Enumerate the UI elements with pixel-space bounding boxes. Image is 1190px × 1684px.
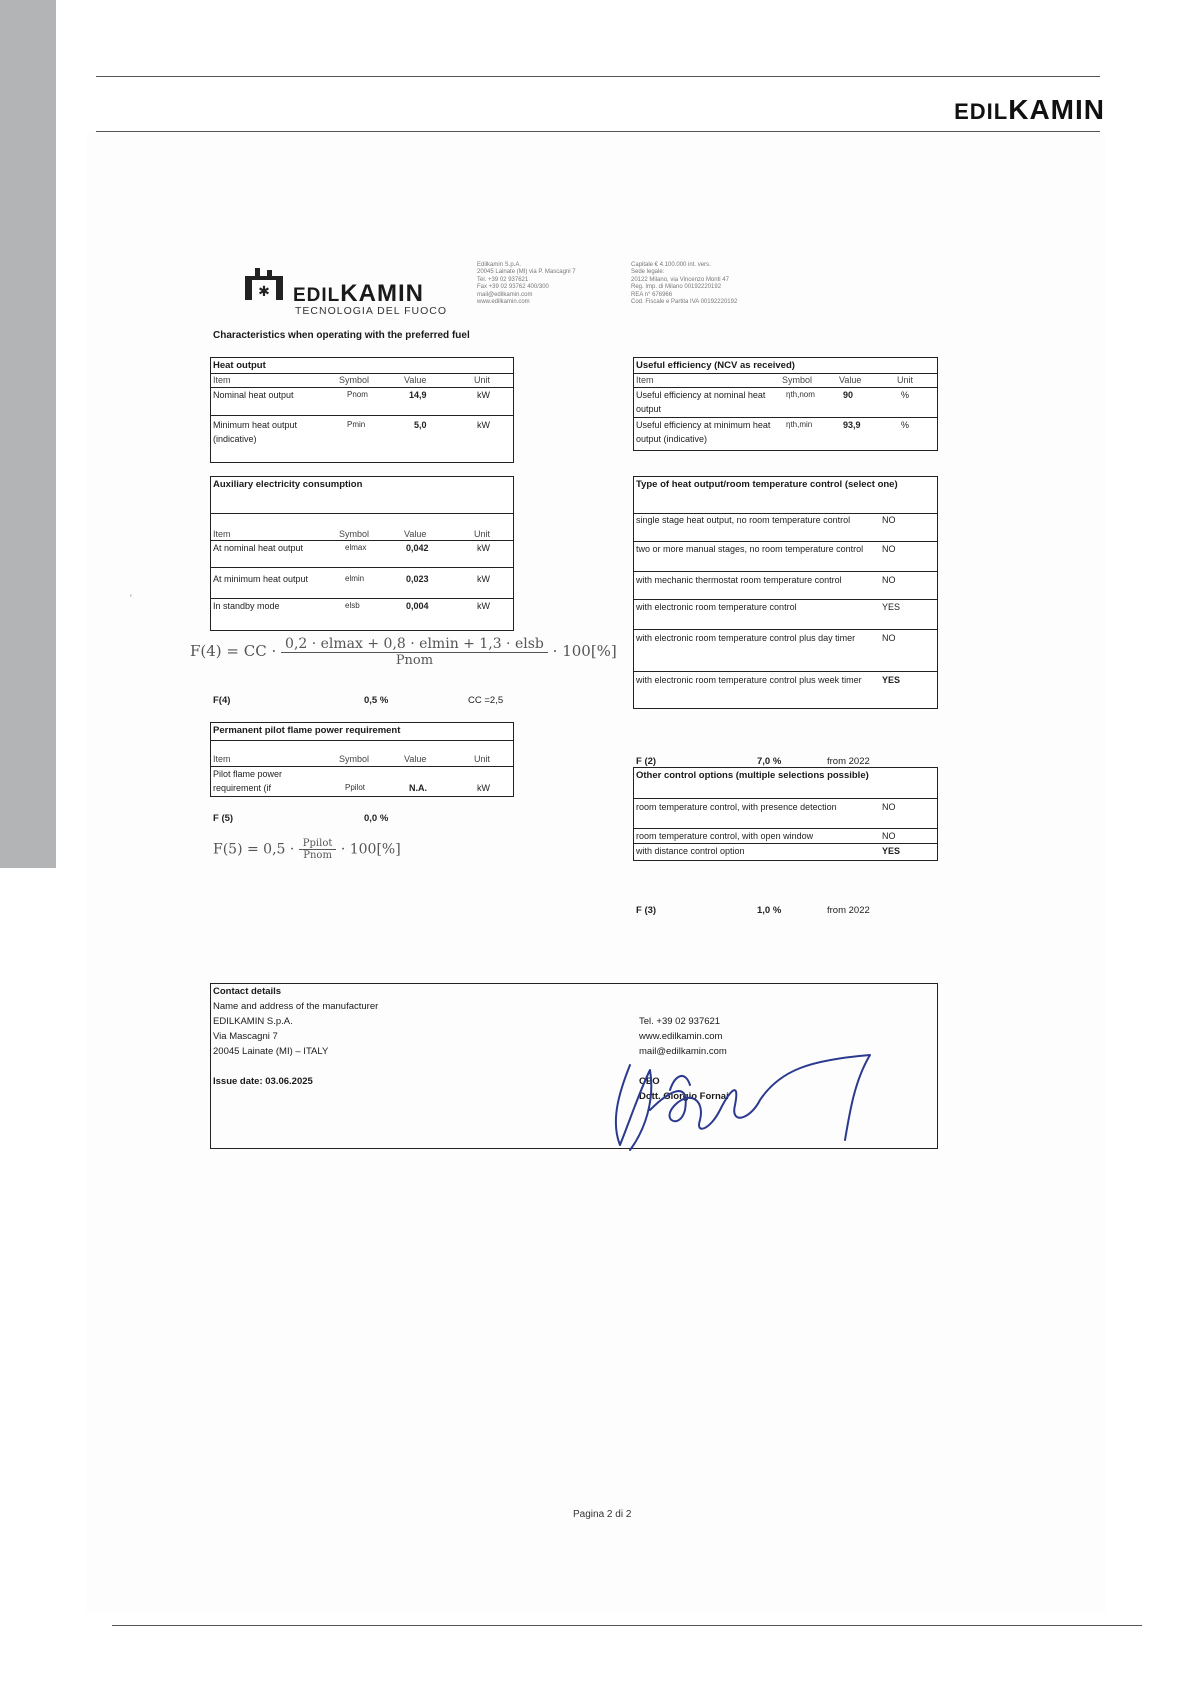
letterhead-address-left: Edilkamin S.p.A. 20045 Lainate (MI) via P. Mascagni 7 Tel. +39 02 937621 Fax +39 02 93762 400/300 mail@edilkamin.com www.edilkamin.com — [477, 262, 576, 306]
table-cell-item: Useful efficiency at nominal heat output — [636, 390, 766, 414]
col-header-unit: Unit — [474, 529, 491, 539]
table-cell-value: 0,042 — [406, 543, 429, 553]
col-header-item: Item — [636, 375, 654, 385]
table-cell-symbol: Pmin — [347, 420, 366, 429]
f4-value: 0,5 % — [364, 695, 389, 706]
contact-title: Contact details — [213, 986, 282, 997]
col-header-value: Value — [404, 529, 427, 539]
table-cell-value: NO — [882, 575, 896, 585]
contact-city: 20045 Lainate (MI) – ITALY — [213, 1046, 329, 1057]
control-type-table — [633, 476, 938, 709]
contact-mail: mail@edilkamin.com — [639, 1046, 727, 1057]
section-heading: Characteristics when operating with the preferred fuel — [213, 330, 470, 341]
f3-note: from 2022 — [827, 905, 870, 916]
table-cell-item: room temperature control, with presence detection — [636, 802, 837, 812]
table-cell-item: Useful efficiency at minimum heat output (indicative) — [636, 420, 771, 444]
table-cell-value: 90 — [843, 390, 854, 400]
table-cell-value: 5,0 — [414, 420, 427, 430]
flame-logo-icon — [245, 268, 283, 300]
col-header-unit: Unit — [474, 375, 491, 385]
table-title: Type of heat output/room temperature control (select one) — [636, 479, 898, 490]
table-cell-item: At minimum heat output — [213, 574, 309, 584]
table-cell-value: YES — [882, 602, 901, 612]
table-cell-item: Nominal heat output — [213, 390, 294, 400]
table-cell-symbol: Ppilot — [345, 783, 366, 792]
col-header-symbol: Symbol — [782, 375, 813, 385]
pilot-flame-table — [210, 722, 514, 797]
signature-image — [610, 1050, 890, 1160]
col-header-symbol: Symbol — [339, 754, 370, 764]
issue-date: Issue date: 03.06.2025 — [213, 1076, 313, 1087]
col-header-value: Value — [404, 375, 427, 385]
table-cell-unit: kW — [477, 420, 490, 430]
col-header-unit: Unit — [474, 754, 491, 764]
side-color-strip — [0, 0, 56, 868]
table-cell-value: 14,9 — [409, 390, 427, 400]
f2-note: from 2022 — [827, 756, 870, 767]
f3-value: 1,0 % — [757, 905, 782, 916]
col-header-value: Value — [404, 754, 427, 764]
heat-output-table — [210, 357, 514, 463]
formula-f4: F(4) = CC · $\frac{\text{0,2 · elmax + 0,8 · elmin + 1,3 · elsb}}{\text{Pnom}}$ · 100[%] — [190, 636, 617, 668]
aux-electricity-table — [210, 476, 514, 631]
col-header-item: Item — [213, 529, 231, 539]
table-title: Auxiliary electricity consumption — [213, 479, 363, 490]
table-cell-item: with electronic room temperature control plus day timer — [636, 633, 856, 643]
letterhead-tagline: TECNOLOGIA DEL FUOCO — [295, 305, 448, 317]
table-cell-value: YES — [882, 675, 901, 685]
col-header-item: Item — [213, 754, 231, 764]
table-cell-item: with distance control option — [636, 846, 745, 856]
table-cell-unit: kW — [477, 601, 490, 611]
table-cell-value: NO — [882, 515, 896, 525]
table-cell-unit: kW — [477, 543, 490, 553]
col-header-symbol: Symbol — [339, 529, 370, 539]
f3-label: F (3) — [636, 905, 657, 916]
table-cell-item: Pilot flame power requirement (if — [213, 769, 283, 793]
useful-efficiency-table — [633, 357, 938, 451]
table-cell-value: 93,9 — [843, 420, 861, 430]
table-cell-symbol: elmin — [345, 574, 365, 583]
table-cell-unit: kW — [477, 574, 490, 584]
col-header-symbol: Symbol — [339, 375, 370, 385]
header-top-rule — [96, 76, 1100, 77]
formula-f5: F(5) = 0,5 · $\frac{\text{Ppilot}}{\text{Pnom}}$ · 100[%] — [213, 838, 401, 861]
f2-label: F (2) — [636, 756, 657, 767]
other-control-table — [633, 767, 938, 861]
table-cell-item: room temperature control, with open window — [636, 831, 814, 841]
svg-text:✱: ✱ — [258, 284, 270, 300]
f4-label: F(4) — [213, 695, 231, 706]
table-cell-value: N.A. — [409, 783, 427, 793]
table-cell-unit: kW — [477, 390, 490, 400]
f4-cc: CC =2,5 — [468, 695, 504, 706]
table-title: Heat output — [213, 360, 266, 371]
contact-web: www.edilkamin.com — [639, 1031, 723, 1042]
table-title: Other control options (multiple selections possible) — [636, 770, 869, 781]
table-cell-symbol: elsb — [345, 601, 360, 610]
f2-value: 7,0 % — [757, 756, 782, 767]
header-brand-logo: EDILKAMIN — [954, 94, 1105, 125]
scan-mark: ' — [130, 593, 132, 603]
table-cell-symbol: ηth,nom — [786, 390, 815, 399]
table-cell-value: NO — [882, 802, 896, 812]
table-cell-value: YES — [882, 846, 901, 856]
scanned-document-page — [86, 133, 1106, 1613]
f5-label: F (5) — [213, 813, 234, 824]
table-cell-symbol: ηth,min — [786, 420, 813, 429]
table-cell-value: 0,023 — [406, 574, 429, 584]
table-cell-value: NO — [882, 831, 896, 841]
signer-role: CEO — [639, 1076, 660, 1087]
letterhead-brand-name: EDILKAMIN — [293, 280, 424, 307]
contact-street: Via Mascagni 7 — [213, 1031, 278, 1042]
f5-value: 0,0 % — [364, 813, 389, 824]
table-title: Permanent pilot flame power requirement — [213, 725, 401, 736]
table-cell-value: NO — [882, 544, 896, 554]
table-cell-unit: % — [901, 390, 910, 400]
header-bottom-rule — [96, 131, 1100, 132]
page-number: Pagina 2 di 2 — [573, 1509, 632, 1520]
table-cell-item: single stage heat output, no room temperature control — [636, 515, 851, 525]
col-header-unit: Unit — [897, 375, 914, 385]
table-cell-unit: % — [901, 420, 910, 430]
contact-line: Name and address of the manufacturer — [213, 1001, 379, 1012]
table-cell-symbol: Pnom — [347, 390, 368, 399]
col-header-item: Item — [213, 375, 231, 385]
table-cell-item: two or more manual stages, no room temperature control — [636, 544, 864, 554]
footer-rule — [112, 1625, 1142, 1626]
table-cell-item: Minimum heat output (indicative) — [213, 420, 298, 444]
table-cell-item: with electronic room temperature control — [636, 602, 797, 612]
table-cell-unit: kW — [477, 783, 490, 793]
table-cell-symbol: elmax — [345, 543, 367, 552]
table-cell-value: 0,004 — [406, 601, 429, 611]
col-header-value: Value — [839, 375, 862, 385]
table-cell-value: NO — [882, 633, 896, 643]
signer-name: Dott. Giorgio Fornai — [639, 1091, 729, 1102]
contact-tel: Tel. +39 02 937621 — [639, 1016, 721, 1027]
contact-company: EDILKAMIN S.p.A. — [213, 1016, 293, 1027]
table-cell-item: In standby mode — [213, 601, 280, 611]
table-cell-item: At nominal heat output — [213, 543, 304, 553]
table-title: Useful efficiency (NCV as received) — [636, 360, 795, 371]
table-cell-item: with electronic room temperature control plus week timer — [636, 675, 862, 685]
table-cell-item: with mechanic thermostat room temperature control — [636, 575, 842, 585]
letterhead-address-right: Capitale € 4.100.000 int. vers. Sede legale: 20122 Milano, via Vincenzo Monti 47 Reg. Imp. di Milano 00192220192 REA n° 676966 Cod. Fiscale e Partita IVA 00192220192 — [631, 262, 738, 306]
